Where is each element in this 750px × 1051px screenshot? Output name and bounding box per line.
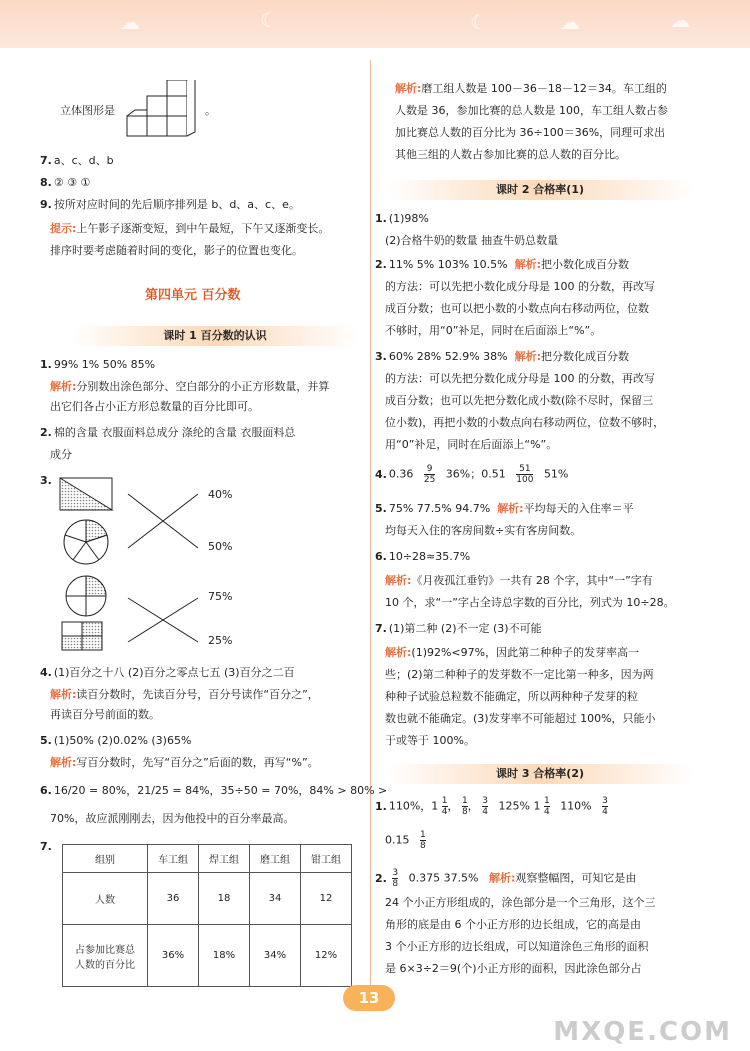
moon-icon: ☾: [470, 10, 488, 34]
cube-figure: [125, 80, 215, 140]
watermark: MXQE.COM: [553, 1017, 732, 1047]
lesson-3-header: 课时 3 合格率(2): [385, 764, 695, 784]
unit-title: 第四单元 百分数: [145, 288, 241, 303]
match-50: 50%: [208, 540, 233, 553]
solid-label: 立体图形是: [60, 104, 115, 117]
p1-answer: 1. 110%，1 $\frac{1}{4}$， $\frac{1}{8}$， $\frac{3}{4}$ 125% 1 $\frac{1}{4}$ 110% $\frac{3}{4}$: [375, 796, 608, 817]
cloud-icon: ☁: [120, 10, 140, 34]
q9-answer: 按所对应时间的先后顺序排列是 b、d、a、c、e。: [53, 198, 300, 211]
q4-answer: 4. 0.36 $\frac{9}{25}$ 36%；0.51 $\frac{51}{100}$ 51%: [375, 464, 569, 485]
moon-icon: ☾: [260, 8, 278, 32]
match-25: 25%: [208, 634, 233, 647]
cloud-icon: ☁: [560, 10, 580, 34]
q7-answer: a、c、d、b: [53, 154, 114, 167]
p2-answer: 2. $\frac{3}{8}$ 0.375 37.5% 解析:观察整幅图，可知它是由: [375, 868, 637, 889]
match-75: 75%: [208, 590, 233, 603]
header-banner: [0, 0, 750, 48]
page-number: 13: [343, 985, 395, 1011]
column-divider: [370, 60, 371, 990]
cloud-icon: ☁: [670, 8, 690, 32]
lesson-1-header: 课时 1 百分数的认识: [70, 326, 360, 346]
q8-answer: ② ③ ①: [53, 176, 91, 189]
lesson-2-header: 课时 2 合格率(1): [385, 180, 695, 200]
group-table: 组别 车工组 焊工组 磨工组 钳工组 人数 36 18 34 12 占参加比赛总 人数的百分比 36% 18% 34% 12%: [62, 844, 352, 987]
match-40: 40%: [208, 488, 233, 501]
